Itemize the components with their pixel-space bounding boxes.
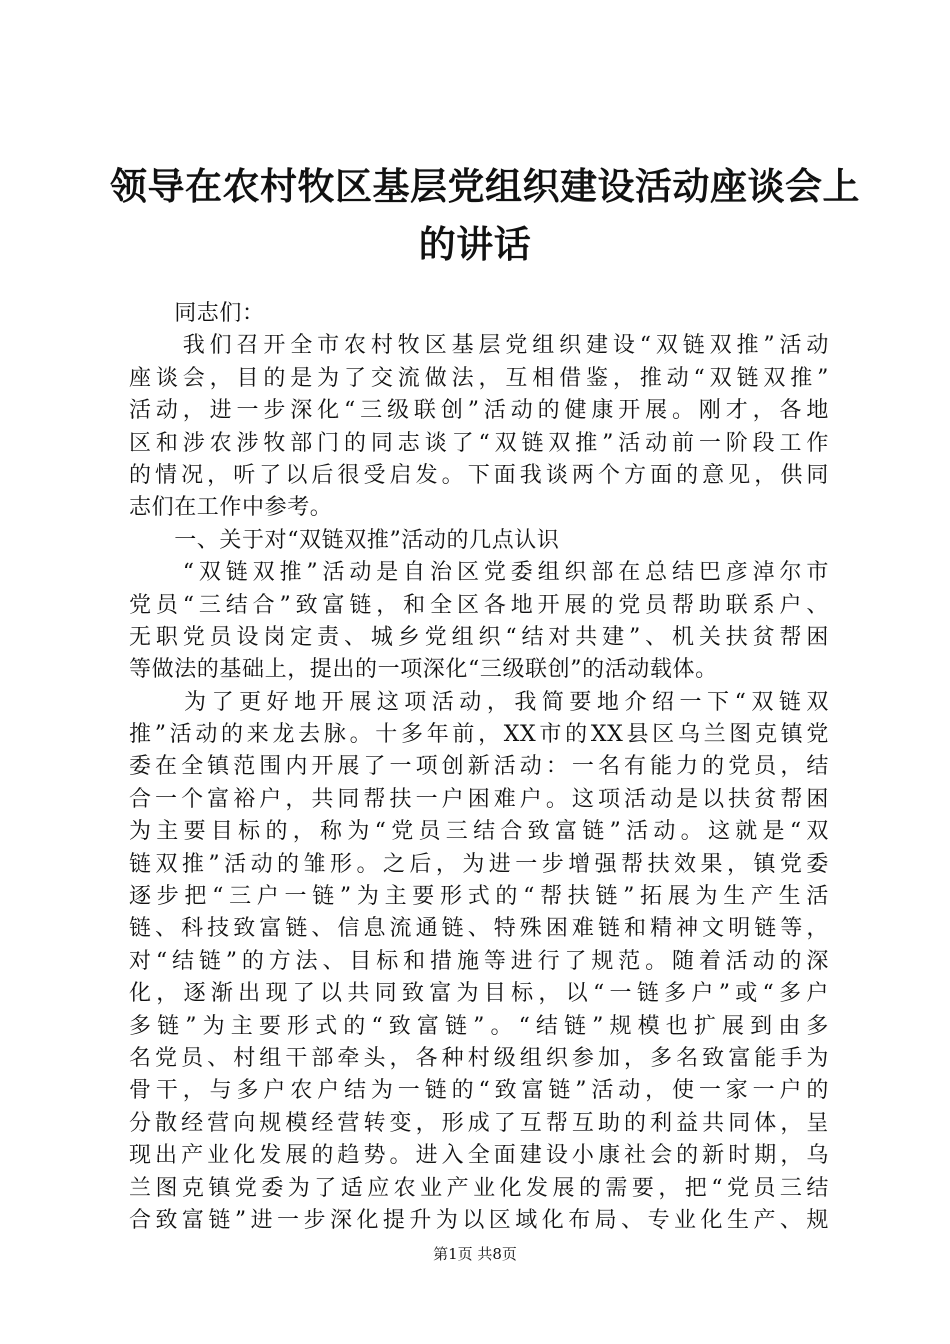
text-line: 骨干，与多户农户结为一链的“致富链”活动，使一家一户的 (129, 1078, 829, 1104)
text-line: 等做法的基础上，提出的一项深化“三级联创”的活动载体。 (129, 657, 718, 683)
text-line: 现出产业化发展的趋势。进入全面建设小康社会的新时期，乌 (129, 1143, 829, 1169)
page-footer: 第1页 共8页 (433, 1245, 517, 1263)
text-line: 委在全镇范围内开展了一项创新活动：一名有能力的党员，结 (129, 754, 829, 780)
text-line: 的情况，听了以后很受启发。下面我谈两个方面的意见，供同 (129, 462, 829, 488)
text-line: 名党员、村组干部牵头，各种村级组织参加，多名致富能手为 (129, 1045, 829, 1071)
text-line: 无职党员设岗定责、城乡党组织“结对共建”、机关扶贫帮困 (129, 624, 829, 650)
text-line: 座谈会，目的是为了交流做法，互相借鉴，推动“双链双推” (129, 365, 829, 391)
text-line: 合致富链”进一步深化提升为以区域化布局、专业化生产、规 (129, 1207, 829, 1233)
text-line: 链双推”活动的雏形。之后，为进一步增强帮扶效果，镇党委 (129, 851, 829, 877)
text-line: 我们召开全市农村牧区基层党组织建设“双链双推”活动 (129, 333, 829, 359)
text-line: 化，逐渐出现了以共同致富为目标，以“一链多户”或“多户 (129, 981, 829, 1007)
text-line: “双链双推”活动是自治区党委组织部在总结巴彦淖尔市 (129, 560, 829, 586)
text-line: 链、科技致富链、信息流通链、特殊困难链和精神文明链等， (129, 916, 829, 942)
text-line: 同志们： (129, 301, 265, 326)
text-line: 分散经营向规模经营转变，形成了互帮互助的利益共同体，呈 (129, 1110, 829, 1136)
text-line: 为了更好地开展这项活动，我简要地介绍一下“双链双 (129, 689, 829, 715)
text-line: 兰图克镇党委为了适应农业产业化发展的需要，把“党员三结 (129, 1175, 829, 1201)
text-line: 合一个富裕户，共同帮扶一户困难户。这项活动是以扶贫帮困 (129, 786, 829, 812)
title-line-2: 的讲话 (418, 223, 532, 266)
text-line: 活动，进一步深化“三级联创”活动的健康开展。刚才，各地 (129, 398, 829, 424)
text-line: 推”活动的来龙去脉。十多年前，XX市的XX县区乌兰图克镇党 (129, 722, 829, 748)
text-line: 多链”为主要形式的“致富链”。“结链”规模也扩展到由多 (129, 1013, 829, 1039)
document-title (110, 158, 860, 274)
text-line: 志们在工作中参考。 (129, 495, 333, 521)
title-line-1: 领导在农村牧区基层党组织建设活动座谈会上 (110, 165, 860, 208)
document-body (129, 298, 829, 1237)
text-line: 为主要目标的，称为“党员三结合致富链”活动。这就是“双 (129, 819, 829, 845)
text-line: 一、关于对“双链双推”活动的几点认识 (129, 527, 560, 553)
text-line: 区和涉农涉牧部门的同志谈了“双链双推”活动前一阶段工作 (129, 430, 829, 456)
text-line: 逐步把“三户一链”为主要形式的“帮扶链”拓展为生产生活 (129, 884, 829, 910)
text-line: 党员“三结合”致富链，和全区各地开展的党员帮助联系户、 (129, 592, 829, 618)
text-line: 对“结链”的方法、目标和措施等进行了规范。随着活动的深 (129, 948, 829, 974)
